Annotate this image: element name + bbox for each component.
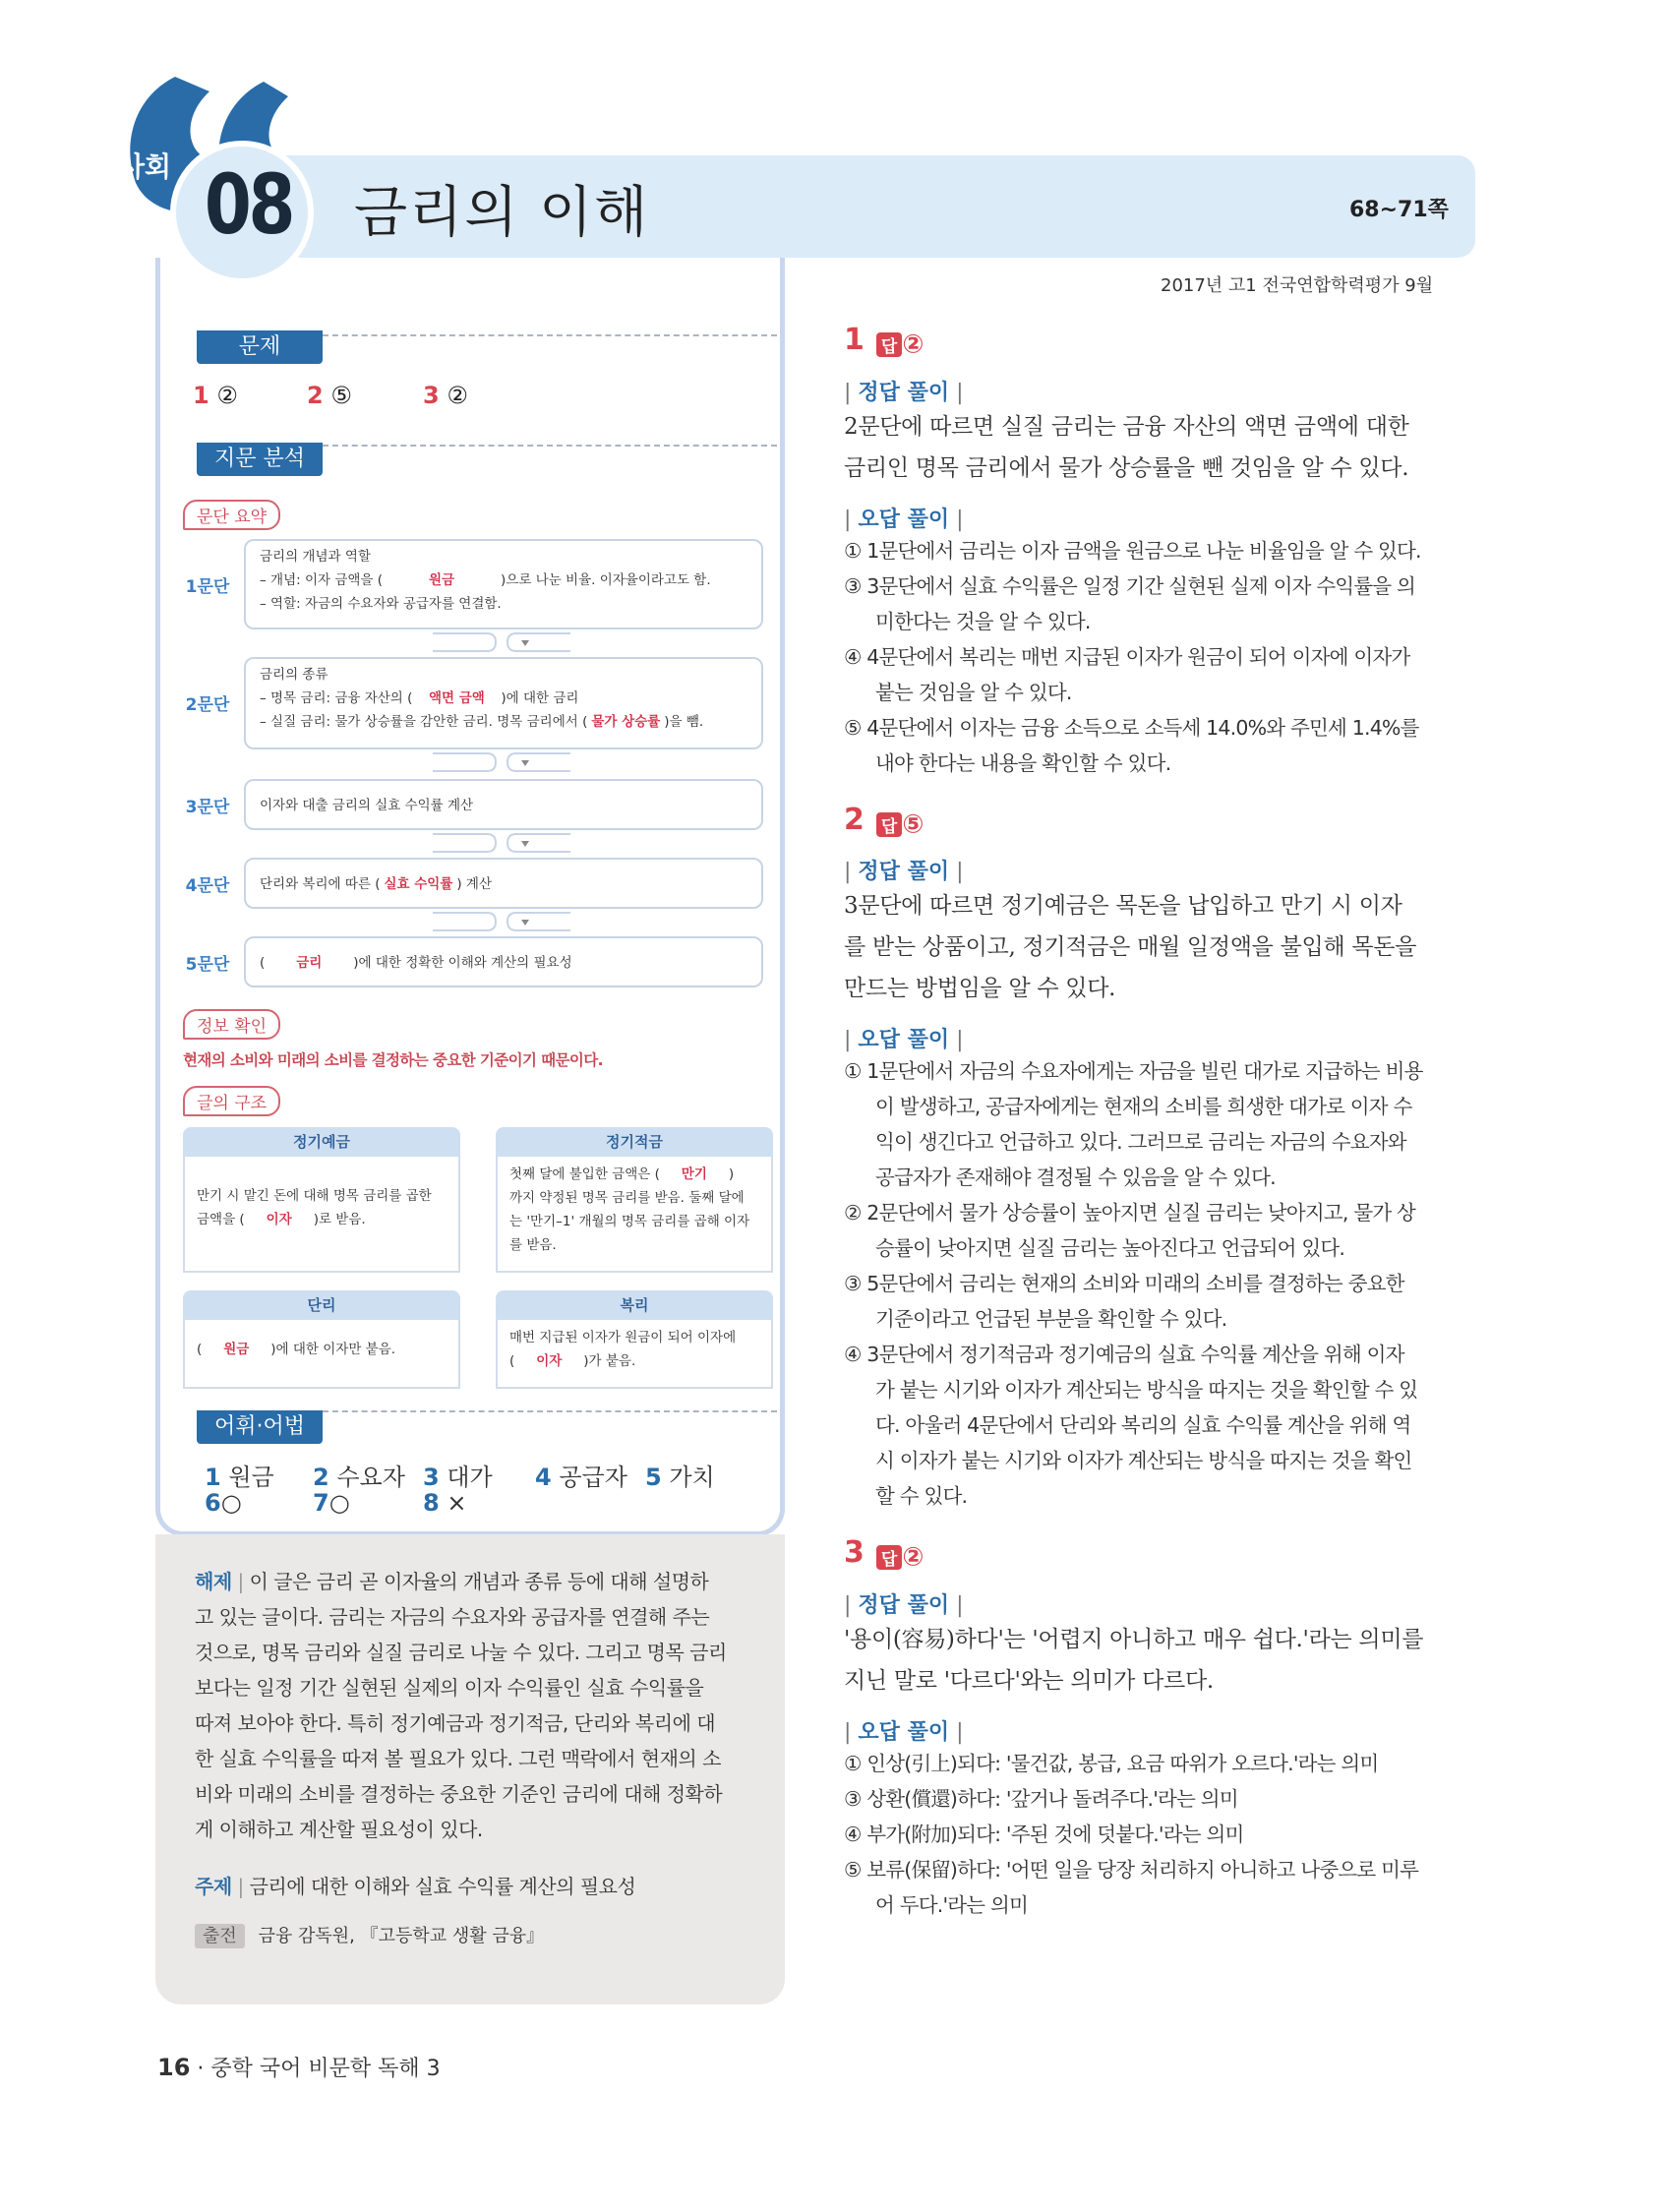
wrong-item: ③ 5문단에서 금리는 현재의 소비와 미래의 소비를 결정하는 중요한 기준이라고 언급된 부분을 확인할 수 있다. — [844, 1272, 1404, 1331]
para-box-4: 단리와 복리에 따른 ( 실효 수익률 ) 계산 — [244, 858, 763, 909]
vocab-5: 5 가치 — [645, 1464, 715, 1491]
para-summary-pill: 문단 요약 — [183, 500, 280, 530]
q2-head: 2 답 ⑤ — [844, 802, 924, 839]
chevron-down-icon — [433, 749, 570, 775]
para-label-1: 1문단 — [185, 577, 230, 597]
vocab-8: 8 × — [423, 1489, 467, 1517]
simple-body: ( 원금 )에 대한 이자만 붙음. — [183, 1320, 460, 1389]
compound-body: 매번 지급된 이자가 원금이 되어 이자에 ( 이자 )가 붙음. — [496, 1320, 773, 1389]
wrong-item: ① 1문단에서 금리는 이자 금액을 원금으로 나눈 비율임을 알 수 있다. — [844, 538, 1421, 563]
deposit-head: 정기예금 — [183, 1127, 460, 1157]
para-label-3: 3문단 — [185, 798, 230, 817]
page-number: 16 — [157, 2054, 191, 2081]
savings-head: 정기적금 — [496, 1127, 773, 1157]
chapter-number: 08 — [204, 156, 293, 253]
wrong-item: ① 1문단에서 자금의 수요자에게는 자금을 빌린 대가로 지급하는 비용 이 발생하고, 공급자에게는 현재의 소비를 희생한 대가로 이자 수 익이 생긴다고 언급하고 있다. 그러므로 금리는 자금의 수요자와 공급자가 존재해야 결정될 수 있음을 알 수 있다. — [844, 1059, 1423, 1189]
book-title: · 중학 국어 비문학 독해 3 — [197, 2057, 441, 2081]
vocab-2: 2 수요자 — [313, 1464, 405, 1491]
page-title: 금리의 이해 — [354, 181, 650, 245]
q2-correct-text: 3문단에 따르면 정기예금은 목돈을 납입하고 만기 시 이자 를 받는 상품이고, 정기적금은 매월 일정액을 불입해 목돈을 만드는 방법임을 알 수 있다. — [844, 893, 1417, 1001]
theme: 주제 | 금리에 대한 이해와 실효 수익률 계산의 필요성 — [195, 1875, 636, 1898]
chevron-down-icon — [433, 629, 570, 655]
divider — [323, 445, 777, 447]
q3-correct-head: | 정답 풀이 | — [844, 1592, 964, 1618]
q2-wrong-head: | 오답 풀이 | — [844, 1028, 964, 1052]
q1-correct-text: 2문단에 따르면 실질 금리는 금융 자산의 액면 금액에 대한 금리인 명목 금리에서 물가 상승률을 뺀 것임을 알 수 있다. — [844, 413, 1409, 481]
q3-wrong-head: | 오답 풀이 | — [844, 1719, 964, 1745]
structure-pill: 글의 구조 — [183, 1086, 280, 1116]
wrong-item: ③ 상환(償還)하다: '갚거나 돌려주다.'라는 의미 — [844, 1786, 1238, 1811]
problems-tab: 문제 — [197, 330, 323, 364]
deposit-body: 만기 시 맡긴 돈에 대해 명목 금리를 곱한 금액을 ( 이자 )로 받음. — [183, 1157, 460, 1273]
answer-2: 2 ⑤ — [307, 382, 352, 409]
q1-correct-head: | 정답 풀이 | — [844, 380, 964, 405]
analysis-tab: 지문 분석 — [197, 443, 323, 476]
q1-wrong-list — [844, 533, 1473, 781]
vocab-3: 3 대가 — [423, 1464, 493, 1491]
q3-wrong-list — [844, 1746, 1473, 1923]
wrong-item: ③ 3문단에서 실효 수익률은 일정 기간 실현된 실제 이자 수익률을 의 미한다는 것을 알 수 있다. — [844, 573, 1416, 633]
simple-head: 단리 — [183, 1290, 460, 1320]
savings-body: 첫째 달에 불입한 금액은 ( 만기 ) 까지 약정된 명목 금리를 받음. 둘째 달에 는 '만기–1' 개월의 명목 금리를 곱해 이자 를 받음. — [496, 1157, 773, 1273]
info-pill: 정보 확인 — [183, 1009, 280, 1040]
wrong-item: ④ 4문단에서 복리는 매번 지급된 이자가 원금이 되어 이자에 이자가 붙는 것임을 알 수 있다. — [844, 644, 1410, 704]
divider — [323, 334, 777, 336]
page-range: 68~71쪽 — [1349, 198, 1449, 222]
q1-wrong-head: | 오답 풀이 | — [844, 507, 964, 532]
vocab-tab: 어휘·어법 — [197, 1410, 323, 1444]
wrong-item: ④ 3문단에서 정기적금과 정기예금의 실효 수익률 계산을 위해 이자 가 붙는 시기와 이자가 계산되는 방식을 따지는 것을 확인할 수 있 다. 아울러 4문단에서 단리와 복리의 실효 수익률 계산을 위해 역 시 이자가 붙는 시기와 이자가 계산되는 방식을 따지는 것을 확인 할 수 있다. — [844, 1343, 1418, 1508]
wrong-item: ⑤ 4문단에서 이자는 금융 소득으로 소득세 14.0%와 주민세 1.4%를 내야 한다는 내용을 확인할 수 있다. — [844, 715, 1419, 775]
para-box-2: 금리의 종류 – 명목 금리: 금융 자산의 ( 액면 금액 )에 대한 금리 – 실질 금리: 물가 상승률을 감안한 금리. 명목 금리에서 ( 물가 상승률 )을 뺌. — [244, 657, 763, 749]
answer-1: 1 ② — [193, 382, 238, 409]
para-box-3: 이자와 대출 금리의 실효 수익률 계산 — [244, 779, 763, 830]
wrong-item: ① 인상(引上)되다: '물건값, 봉급, 요금 따위가 오르다.'라는 의미 — [844, 1751, 1379, 1775]
subject-tag: 사회 — [118, 150, 172, 183]
source-badge: 출전 — [195, 1924, 245, 1948]
source-exam: 2017년 고1 전국연합학력평가 9월 — [1161, 275, 1434, 296]
chevron-down-icon — [433, 909, 570, 934]
para-label-2: 2문단 — [185, 695, 230, 715]
info-text: 현재의 소비와 미래의 소비를 결정하는 중요한 기준이기 때문이다. — [183, 1051, 603, 1069]
divider — [323, 1410, 777, 1412]
vocab-6: 6○ — [205, 1489, 242, 1517]
source-line: 출전 금융 감독원, 『고등학교 생활 금융』 — [195, 1922, 544, 1947]
vocab-4: 4 공급자 — [535, 1464, 627, 1491]
page-footer — [157, 2052, 441, 2082]
answer-3: 3 ② — [423, 382, 468, 409]
para-label-5: 5문단 — [185, 955, 230, 975]
para-box-1: 금리의 개념과 역할 – 개념: 이자 금액을 ( 원금 )으로 나눈 비율. 이자율이라고도 함. – 역할: 자금의 수요자와 공급자를 연결함. — [244, 539, 763, 629]
commentary: 해제 | 이 글은 금리 곧 이자율의 개념과 종류 등에 대해 설명하 고 있는 글이다. 금리는 자금의 수요자와 공급자를 연결해 주는 것으로, 명목 금리와 실질 금리로 나눌 수 있다. 그리고 명목 금리 보다는 일정 기간 실현된 실제의 이자 수익률인 실효 수익률을 따져 보아야 한다. 특히 정기예금과 정기적금, 단리와 복리에 대 한 실효 수익률을 따져 볼 필요가 있다. 그런 맥락에서 현재의 소 비와 미래의 소비를 결정하는 중요한 기준인 금리에 대해 정확하 게 이해하고 계산할 필요성이 있다. — [195, 1570, 727, 1841]
right-column — [844, 323, 1473, 1923]
vocab-7: 7○ — [313, 1489, 350, 1517]
vocab-1: 1 원금 — [205, 1464, 274, 1491]
para-label-4: 4문단 — [185, 876, 230, 896]
compound-head: 복리 — [496, 1290, 773, 1320]
q3-correct-text: '용이(容易)하다'는 '어렵지 아니하고 매우 쉽다.'라는 의미를 지닌 말로 '다르다'와는 의미가 다르다. — [844, 1626, 1424, 1694]
q1-head: 1 답 ② — [844, 323, 924, 360]
chevron-down-icon — [433, 830, 570, 856]
wrong-item: ② 2문단에서 물가 상승률이 높아지면 실질 금리는 낮아지고, 물가 상 승률이 낮아지면 실질 금리는 높아진다고 언급되어 있다. — [844, 1201, 1416, 1260]
q2-correct-head: | 정답 풀이 | — [844, 860, 964, 884]
wrong-item: ⑤ 보류(保留)하다: '어떤 일을 당장 처리하지 아니하고 나중으로 미루 어 두다.'라는 의미 — [844, 1857, 1419, 1917]
q3-head: 3 답 ② — [844, 1535, 924, 1573]
wrong-item: ④ 부가(附加)되다: '주된 것에 덧붙다.'라는 의미 — [844, 1822, 1244, 1846]
q2-wrong-list — [844, 1053, 1473, 1514]
para-box-5: ( 금리 )에 대한 정확한 이해와 계산의 필요성 — [244, 936, 763, 987]
